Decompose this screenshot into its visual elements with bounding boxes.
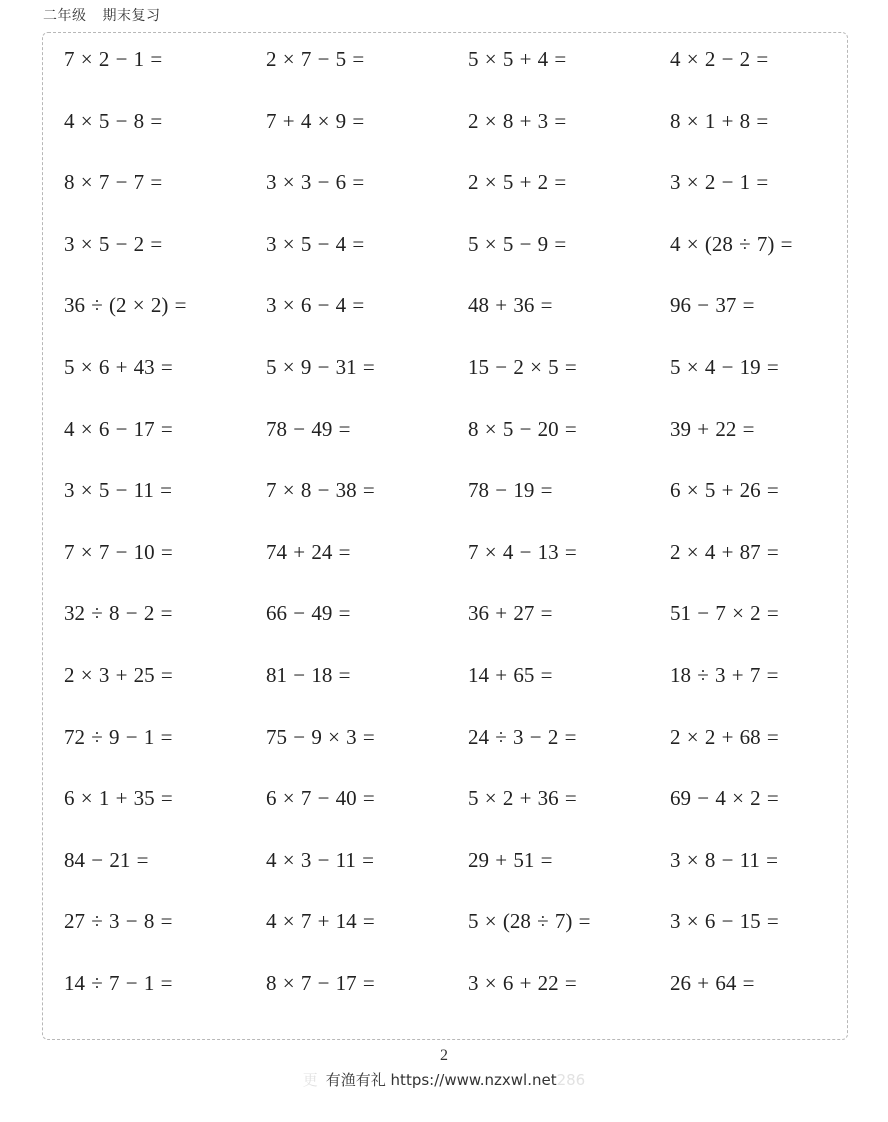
watermark-ghost-right: 286	[556, 1071, 586, 1089]
problem: 4 × 7 + 14 =	[266, 909, 375, 934]
problem: 51 − 7 × 2 =	[670, 601, 779, 626]
problem: 39 + 22 =	[670, 416, 755, 441]
problem: 3 × 5 − 2 =	[64, 231, 163, 256]
problem: 5 × 6 + 43 =	[64, 354, 173, 379]
problem: 5 × 2 + 36 =	[468, 786, 577, 811]
problem: 6 × 7 − 40 =	[266, 786, 375, 811]
problem: 5 × 5 + 4 =	[468, 47, 567, 71]
problem: 6 × 1 + 35 =	[64, 786, 173, 811]
problem: 7 × 8 − 38 =	[266, 478, 375, 503]
problem: 14 + 65 =	[468, 662, 553, 687]
problem: 26 + 64 =	[670, 970, 755, 995]
watermark	[0, 1069, 888, 1090]
problem: 2 × 2 + 68 =	[670, 724, 779, 749]
problem: 2 × 8 + 3 =	[468, 108, 567, 133]
problem: 4 × 5 − 8 =	[64, 108, 163, 133]
problem: 7 × 2 − 1 =	[64, 47, 163, 71]
problem: 27 ÷ 3 − 8 =	[64, 909, 173, 934]
problem: 2 × 3 + 25 =	[64, 662, 173, 687]
problem: 8 × 5 − 20 =	[468, 416, 577, 441]
problem: 78 − 19 =	[468, 478, 553, 503]
problem: 7 × 7 − 10 =	[64, 539, 173, 564]
problem: 7 × 4 − 13 =	[468, 539, 577, 564]
problem: 18 ÷ 3 + 7 =	[670, 662, 779, 687]
problem: 4 × 3 − 11 =	[266, 847, 375, 872]
problem: 66 − 49 =	[266, 601, 351, 626]
problem: 5 × 4 − 19 =	[670, 354, 779, 379]
problem: 3 × 2 − 1 =	[670, 170, 769, 195]
problem: 32 ÷ 8 − 2 =	[64, 601, 173, 626]
problem: 78 − 49 =	[266, 416, 351, 441]
problem: 36 ÷ (2 × 2) =	[64, 293, 187, 318]
problem: 3 × 5 − 11 =	[64, 478, 173, 503]
problem: 96 − 37 =	[670, 293, 755, 318]
problem: 8 × 7 − 17 =	[266, 970, 375, 995]
problem: 4 × 6 − 17 =	[64, 416, 173, 441]
problem: 15 − 2 × 5 =	[468, 354, 577, 379]
problem: 3 × 3 − 6 =	[266, 170, 365, 195]
problem: 3 × 6 − 4 =	[266, 293, 365, 318]
problem: 29 + 51 =	[468, 847, 553, 872]
problem: 3 × 6 − 15 =	[670, 909, 779, 934]
page-header	[43, 5, 161, 25]
problem: 2 × 7 − 5 =	[266, 47, 365, 71]
problem: 72 ÷ 9 − 1 =	[64, 724, 173, 749]
problem: 36 + 27 =	[468, 601, 553, 626]
document-title: 期末复习	[102, 8, 161, 24]
problem: 48 + 36 =	[468, 293, 553, 318]
problem: 2 × 4 + 87 =	[670, 539, 779, 564]
problem: 3 × 6 + 22 =	[468, 970, 577, 995]
problem: 7 + 4 × 9 =	[266, 108, 365, 133]
problem: 3 × 8 − 11 =	[670, 847, 779, 872]
problem: 14 ÷ 7 − 1 =	[64, 970, 173, 995]
grade-label: 二年级	[43, 8, 87, 24]
problem: 69 − 4 × 2 =	[670, 786, 779, 811]
problem: 74 + 24 =	[266, 539, 351, 564]
problem: 4 × (28 ÷ 7) =	[670, 231, 793, 256]
watermark-ghost-left: 更	[302, 1071, 318, 1089]
problem: 8 × 7 − 7 =	[64, 170, 163, 195]
problem: 4 × 2 − 2 =	[670, 47, 769, 71]
problem: 5 × 5 − 9 =	[468, 231, 567, 256]
problem: 2 × 5 + 2 =	[468, 170, 567, 195]
problem: 24 ÷ 3 − 2 =	[468, 724, 577, 749]
problem: 5 × (28 ÷ 7) =	[468, 909, 591, 934]
page-number: 2	[440, 1047, 448, 1064]
problem: 8 × 1 + 8 =	[670, 108, 769, 133]
problem: 6 × 5 + 26 =	[670, 478, 779, 503]
problem: 75 − 9 × 3 =	[266, 724, 375, 749]
problem: 5 × 9 − 31 =	[266, 354, 375, 379]
problem: 3 × 5 − 4 =	[266, 231, 365, 256]
problem: 84 − 21 =	[64, 847, 149, 872]
problem: 81 − 18 =	[266, 662, 351, 687]
problem-grid	[64, 41, 872, 1027]
watermark-text: 有渔有礼 https://www.nzxwl.net	[325, 1071, 557, 1089]
